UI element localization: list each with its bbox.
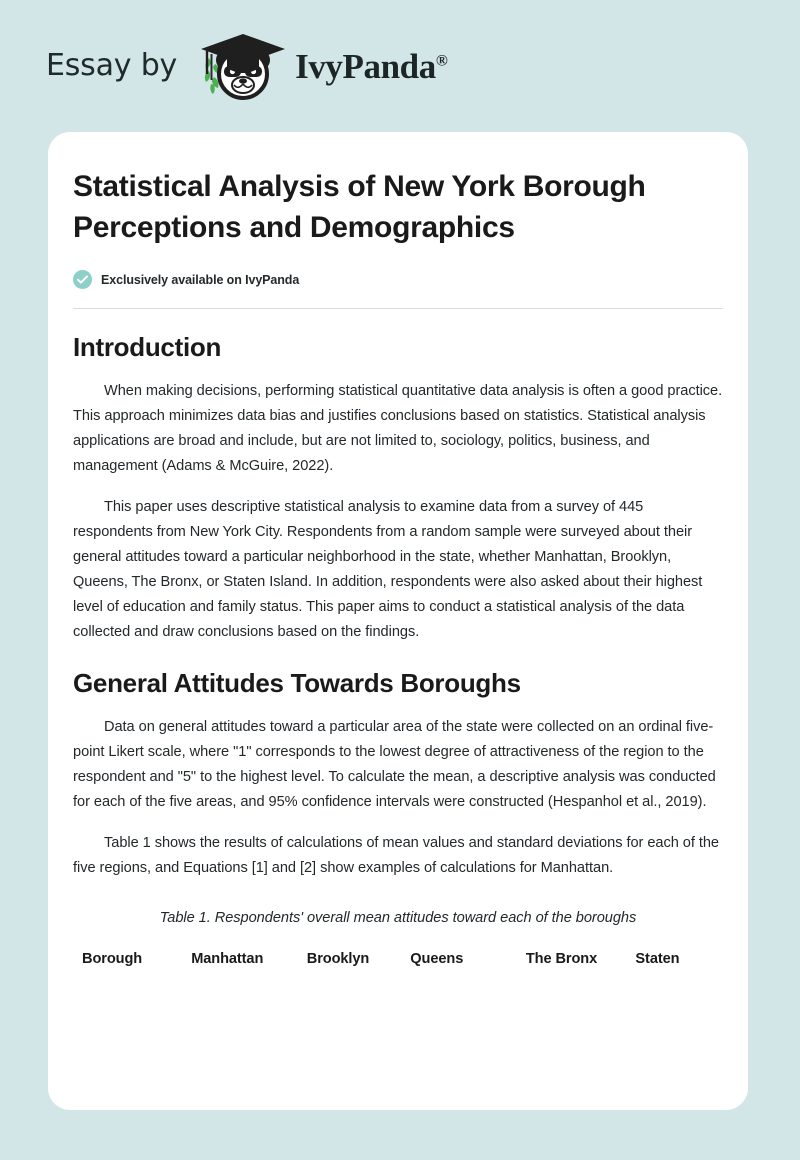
table-caption: Table 1. Respondents' overall mean attitudes toward each of the boroughs <box>159 910 637 927</box>
paragraph: This paper uses descriptive statistical analysis to examine data from a survey of 445 respondents from New York City. Respondents from a random sample were surveyed about their general attitudes toward a particular neighborhood in the state, whether Manhattan, Brooklyn, Queens, The Bronx, or Staten Island. In addition, respondents were also asked about their highest level of education and family status. This paper aims to conduct a statistical analysis of the data collected and draw conclusions based on the findings. <box>73 499 703 641</box>
paragraph: Table 1 shows the results of calculations of mean values and standard deviations for each of the five regions, and Equations [1] and [2] show examples of calculations for Manhattan. <box>73 835 719 877</box>
table-header-cell: Queens <box>410 951 464 968</box>
exclusive-availability-badge <box>73 270 723 289</box>
table-header-cell: Staten <box>635 951 680 968</box>
essay-by-label: Essay by <box>46 48 178 83</box>
panda-graduate-logo-icon[interactable] <box>191 28 295 104</box>
table-header-row <box>73 945 723 973</box>
check-circle-icon <box>73 270 92 289</box>
ivypanda-wordmark[interactable] <box>295 46 448 86</box>
exclusive-availability-label: Exclusively available on IvyPanda <box>101 272 300 287</box>
essay-document-card <box>48 132 748 1110</box>
table-header-cell: Manhattan <box>191 951 264 968</box>
registered-trademark-mark: ® <box>435 51 448 69</box>
paragraph: When making decisions, performing statistical quantitative data analysis is often a good practice. This approach minimizes data bias and justifies conclusions based on statistics. Statistical analysis applications are broad and include, but are not limited to, sociology, politics, business, and management (Adams & McGuire, 2022). <box>73 383 723 475</box>
header-divider <box>73 308 723 309</box>
borough-attitudes-table <box>73 945 723 973</box>
table-header-cell: Brooklyn <box>306 951 370 968</box>
site-brand-header <box>0 0 800 132</box>
section-heading-introduction: Introduction <box>73 332 222 362</box>
section-heading-general-attitudes: General Attitudes Towards Boroughs <box>73 668 521 699</box>
table-header-cell: The Bronx <box>525 951 598 968</box>
paragraph: Data on general attitudes toward a particular area of the state were collected on an ordinal five-point Likert scale, where "1" corresponds to the lowest degree of attractiveness of the region to the respondent and "5" to the highest level. To calculate the mean, a descriptive analysis was conducted for each of the five areas, and 95% confidence intervals were constructed (Hespanhol et al., 2019). <box>73 719 716 811</box>
page-title: Statistical Analysis of New York Borough Perceptions and Demographics <box>73 170 646 244</box>
wordmark-text: IvyPanda <box>295 46 436 86</box>
table-header-cell: Borough <box>82 951 143 968</box>
